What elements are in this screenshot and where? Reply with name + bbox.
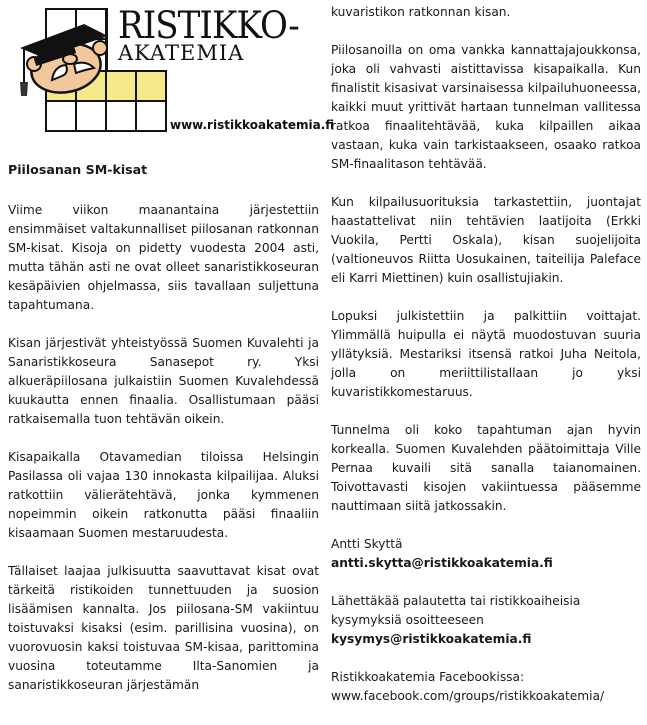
paragraph: kuvaristikon ratkonnan kisan. [331,5,511,19]
facebook-label: Ristikkoakatemia Facebookissa: [331,670,525,684]
article-title: Piilosanan SM-kisat [8,162,148,177]
grid-cell-highlight [135,70,167,102]
ristikkoakatemia-logo [8,0,335,140]
facebook-link[interactable]: www.facebook.com/groups/ristikkoakatemia/ [331,689,605,703]
paragraph: Piilosanoilla on oma vankka kannattajajoukkonsa, joka oli vahvasti aistittavissa kisapaikalla. Kun finalistit kisasivat varsinaisessa kilpailuhuoneessa, kaikki muut yrittivät hartaan tunnelman vallitessa ratkoa finaalitehtävää, kuka kilpaillen aikaa vastaan, kuka vain tarkistaakseen, osaako ratkoa SM-finaalitason tehtävää. [331,43,641,171]
grid-cell [135,100,167,132]
author-email-link[interactable]: antti.skytta@ristikkoakatemia.fi [331,556,553,570]
feedback-email-link[interactable]: kysymys@ristikkoakatemia.fi [331,632,532,646]
author-name: Antti Skyttä [331,537,403,551]
paragraph: Viime viikon maanantaina järjestettiin ensimmäiset valtakunnalliset piilosanan ratkonnan SM-kisat. Kisoja on pidetty vuodesta 2004 asti, mutta tähän asti ne ovat olleet sanaristikkoseuran kesäpäivien ohjelmassa, siis tavallaan suljettuna tapahtumana. [8,203,319,312]
feedback-note [331,592,641,649]
logo-website-link[interactable]: www.ristikkoakatemia.fi [170,118,335,132]
paragraph: Kisan järjestivät yhteistyössä Suomen Kuvalehti ja Sanaristikkoseura Sanasepot ry. Yksi alkueräpiilosana julkaistiin Suomen Kuvalehdessä kuukautta ennen finaalia. Osallistumaan pääsi ratkaisemalla tuon tehtävän oikein. [8,336,319,426]
grid-cell [105,100,137,132]
grid-cell [75,100,107,132]
paragraph: Lopuksi julkistettiin ja palkittiin voittajat. Ylimmällä huipulla ei näytä muodostuvan suuria yllätyksiä. Mestariksi itsensä ratkoi Juha Neitola, jolla on meriittilistallaan jo yksi kuvaristikkomestaruus. [331,309,641,399]
grid-cell [45,100,77,132]
paragraph: Tällaiset laajaa julkisuutta saavuttavat kisat ovat tärkeitä ristikoiden tunnettuuden ja suosion lisäämisen kannalta. Jos piilosana-SM vakiintuu toistuvaksi kisaksi (esim. parillisina vuosina), on vuorovuosin kaksi toistuvaa SM-kisaa, parittomina vuosina toteutamme Ilta-Sanomien ja sanaristikkoseuran järjestämän [8,564,319,692]
paragraph: Kisapaikalla Otavamedian tiloissa Helsingin Pasilassa oli vajaa 130 innokasta kilpailijaa. Aluksi ratkottiin välierätehtävä, jonka kymmenen nopeimmin oikein ratkonutta pääsi finaaliin kisaamaan Suomen mestaruudesta. [8,450,319,540]
feedback-text: Lähettäkää palautetta tai ristikkoaiheisia kysymyksiä osoitteeseen [331,594,581,627]
facebook-note [331,668,641,706]
brand-name-line2: AKATEMIA [118,41,245,65]
professor-mascot-icon [14,18,114,103]
right-column [331,3,641,725]
brand-name-line1: RISTIKKO- [118,4,299,47]
paragraph: Kun kilpailusuorituksia tarkastettiin, juontajat haastattelivat niin tehtävien laatijoita (Erkki Vuokila, Pertti Oskala), kisan suojelijoita (valtioneuvos Riitta Uosukainen, taiteilija Paleface eli Karri Miettinen) kuin osallistujiakin. [331,195,641,285]
paragraph: Tunnelma oli koko tapahtuman ajan hyvin korkealla. Suomen Kuvalehden päätoimittaja Ville Pernaa kuvaili sitä sanalla taianomainen. Toivottavasti kisojen vakiintuessa pääsemme nauttimaan siitä jatkossakin. [331,423,641,513]
left-column [8,0,335,714]
author-signature [331,535,641,573]
